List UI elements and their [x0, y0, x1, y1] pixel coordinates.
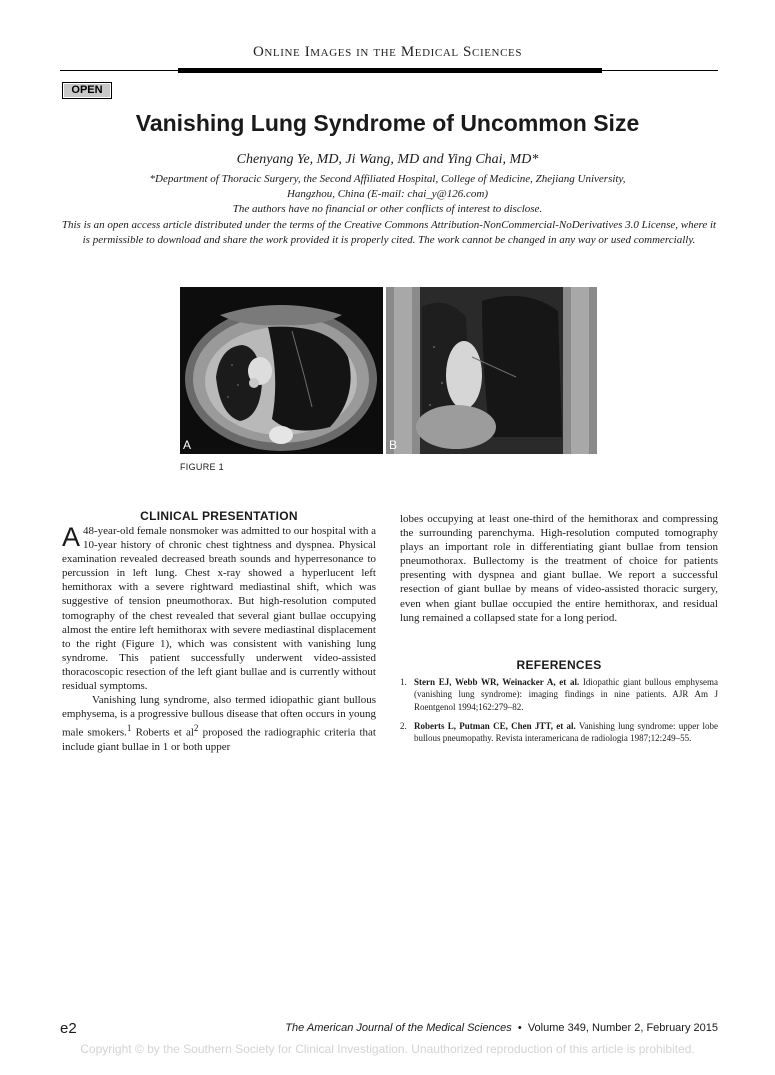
- reference-list: [400, 676, 718, 751]
- reference-text: Vanishing lung syndrome: upper lobe bullous pneumopathy. Revista interamericana de radiologia 1987;12:249–55.: [414, 720, 718, 744]
- left-column: [62, 524, 376, 754]
- clinical-paragraph-1-text: 48-year-old female nonsmoker was admitted to our hospital with a 10-year history of chronic chest tightness and dyspnea. Physical examination revealed decreased breath sounds and hyperresonance to percussion in left lung. Chest x-ray showed a hyperlucent left hemithorax with a severe rightward mediastinal shift, which was suggestive of tension pneumothorax. But high-resolution computed tomography of the chest revealed that several giant bullae occupying almost the entire left hemithorax with severe mediastinal displacement to the right (Figure 1), which was consistent with vanishing lung syndrome. This patient successfully underwent video-assisted thoracoscopic resection of the left giant bullae and is currently without residual symptoms.: [62, 525, 376, 693]
- reference-authors: Roberts L, Putman CE, Chen JTT, et al.: [414, 720, 576, 731]
- open-access-badge: [62, 82, 112, 99]
- drop-cap: A: [62, 522, 81, 552]
- clinical-paragraph-3: lobes occupying at least one-third of the hemithorax and compressing the surrounding parenchyma. High-resolution computed tomography plays an important role in differentiating giant bullae from tension pneumothorax. Bullectomy is the treatment of choice for patients presenting with dyspnea and giant bullae. We report a successful resection of giant bullae by means of video-assisted thoracic surgery, even when giant bullae occupied the entire hemithorax, and residual lung remained a collapsed state for a long period.: [400, 513, 718, 624]
- references-heading: REFERENCES: [516, 658, 602, 672]
- reference-text: Idiopathic giant bullous emphysema (vanishing lung syndrome): imaging findings in nine patients. AJR Am J Roentgenol 1994;162:279–82.: [414, 677, 718, 712]
- conflict-disclosure: The authors have no financial or other conflicts of interest to disclose.: [232, 203, 543, 215]
- figure-1-panel-b: [386, 287, 597, 454]
- reference-item: [400, 676, 718, 713]
- license-statement: This is an open access article distributed under the terms of the Creative Commons Attribution-NonCommercial-NoDerivatives 3.0 License, where it is permissible to download and share the work provided it is properly cited. The work cannot be changed in any way or used commercially.: [61, 219, 717, 246]
- clinical-paragraph-2-text-a: Vanishing lung syndrome, also termed idiopathic giant bullous emphysema, is a progressive bullous disease that often occurs in young male smokers.: [62, 694, 376, 739]
- journal-issue: Volume 349, Number 2, February 2015: [527, 1022, 718, 1034]
- journal-footer: [285, 1022, 718, 1034]
- reference-item: [400, 720, 718, 745]
- copyright-notice: Copyright © by the Southern Society for Clinical Investigation. Unauthorized reproduction of this article is prohibited.: [80, 1042, 695, 1056]
- citation-1: 1: [126, 723, 132, 734]
- right-column: [400, 512, 718, 625]
- section-header: Online Images in the Medical Sciences: [252, 44, 523, 60]
- clinical-paragraph-2: [62, 693, 376, 754]
- axial-ct-image: [180, 287, 383, 454]
- affiliation: *Department of Thoracic Surgery, the Second Affiliated Hospital, College of Medicine, Zhejiang University, Hangzhou, China (E-mail: chai_y@126.com): [149, 173, 626, 200]
- reference-authors: Stern EJ, Webb WR, Weinacker A, et al.: [414, 677, 580, 687]
- article-title: Vanishing Lung Syndrome of Uncommon Size: [135, 110, 640, 136]
- panel-b-label: B: [389, 438, 398, 452]
- clinical-presentation-heading: CLINICAL PRESENTATION: [140, 509, 298, 523]
- clinical-paragraph-2-text-c: proposed the radiographic criteria that include giant bullae in 1 or both upper: [62, 726, 376, 754]
- panel-a-label: A: [183, 438, 192, 452]
- journal-name: The American Journal of the Medical Sciences: [285, 1022, 512, 1034]
- figure-1-panel-a: [180, 287, 383, 454]
- header-rule-thick: [178, 68, 602, 73]
- reference-number: 1.: [400, 677, 407, 687]
- coronal-ct-image: [386, 287, 597, 454]
- author-list: Chenyang Ye, MD, Ji Wang, MD and Ying Chai, MD*: [236, 152, 539, 167]
- open-access-badge-label: OPEN: [64, 84, 110, 97]
- clinical-paragraph-2-text-b: Roberts et al: [131, 726, 194, 739]
- clinical-paragraph-1: [62, 524, 376, 693]
- figure-caption-label: FIGURE 1: [180, 462, 224, 472]
- reference-number: 2.: [400, 720, 407, 731]
- citation-2: 2: [193, 723, 199, 734]
- page-number: e2: [60, 1020, 77, 1037]
- footer-bullet: •: [517, 1022, 522, 1034]
